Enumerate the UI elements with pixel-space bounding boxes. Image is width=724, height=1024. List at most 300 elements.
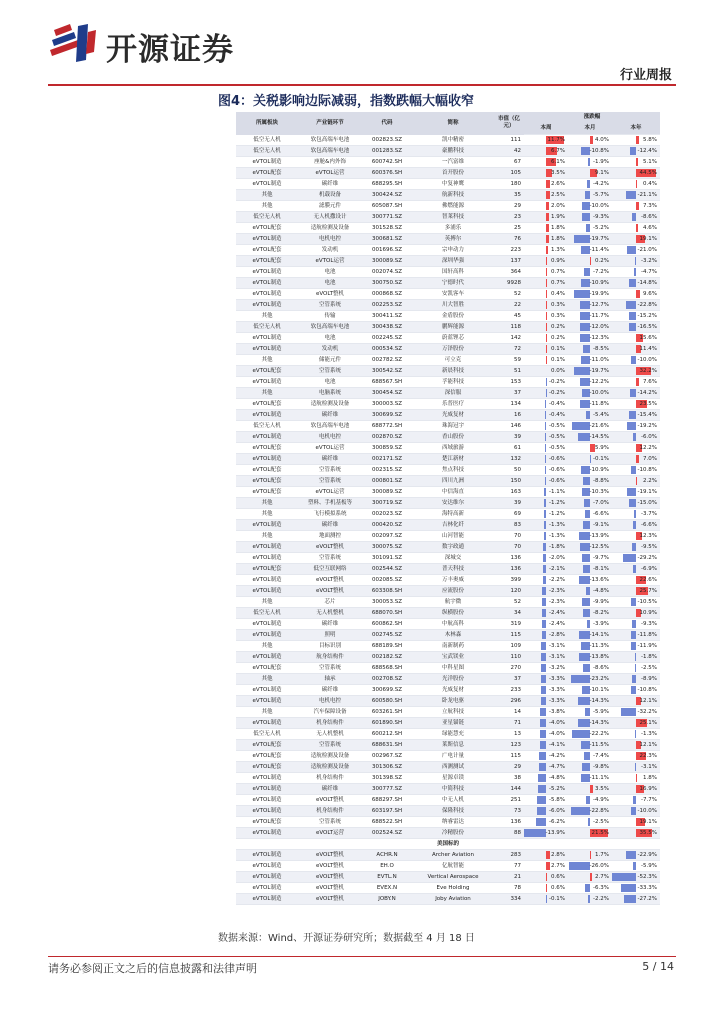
cell-mcap: 76	[494, 234, 524, 245]
cell-code: 688297.SH	[362, 795, 412, 806]
cell-name: 新晨科技	[412, 366, 494, 377]
cell-week-value: 0.7%	[551, 280, 565, 286]
cell-year	[612, 586, 660, 597]
cell-code: 002085.SZ	[362, 575, 412, 586]
cell-week-value: -0.5%	[549, 423, 565, 429]
cell-month	[568, 663, 612, 674]
cell-name: 安达维尔	[412, 498, 494, 509]
cell-week-value: -1.2%	[549, 511, 565, 517]
cell-code: JOBY.N	[362, 894, 412, 905]
cell-category: eVTOL制造	[236, 619, 298, 630]
cell-mcap: 38	[494, 773, 524, 784]
table-row	[236, 641, 660, 652]
cell-year-value: 7.6%	[643, 379, 657, 385]
cell-month	[568, 740, 612, 751]
cell-year-value: -6.0%	[641, 434, 657, 440]
cell-name: 光威复材	[412, 685, 494, 696]
cell-month	[568, 333, 612, 344]
cell-year-value: -14.2%	[637, 390, 657, 396]
cell-year	[612, 311, 660, 322]
cell-name: Eve Holding	[412, 883, 494, 894]
cell-year-value: -12.4%	[637, 148, 657, 154]
cell-year	[612, 652, 660, 663]
cell-name: 四川九洲	[412, 476, 494, 487]
cell-chain: 空管系统	[298, 817, 362, 828]
cell-name: 应流股份	[412, 586, 494, 597]
cell-category: eVTOL制造	[236, 861, 298, 872]
cell-month	[568, 729, 612, 740]
cell-code: 300003.SZ	[362, 399, 412, 410]
cell-chain: eVOLT整机	[298, 861, 362, 872]
cell-category: 低空无人机	[236, 608, 298, 619]
cell-year-value: 9.6%	[643, 291, 657, 297]
cell-code: EH.O	[362, 861, 412, 872]
cell-year	[612, 685, 660, 696]
cell-year	[612, 366, 660, 377]
cell-mcap: 25	[494, 223, 524, 234]
cell-name: 海特高新	[412, 509, 494, 520]
cell-month	[568, 630, 612, 641]
cell-week	[524, 432, 568, 443]
cell-month-value: -2.5%	[593, 819, 609, 825]
cell-code: 300089.SZ	[362, 256, 412, 267]
cell-year-value: -27.2%	[637, 896, 657, 902]
cell-code: 300053.SZ	[362, 597, 412, 608]
cell-week	[524, 465, 568, 476]
cell-category: eVTOL配套	[236, 245, 298, 256]
cell-year	[612, 333, 660, 344]
cell-year	[612, 201, 660, 212]
cell-week	[524, 597, 568, 608]
cell-week-value: 6.1%	[551, 159, 565, 165]
cell-chain: 空管系统	[298, 740, 362, 751]
table-row	[236, 190, 660, 201]
cell-month	[568, 828, 612, 839]
cell-category: eVTOL制造	[236, 179, 298, 190]
cell-name: 宁德时代	[412, 278, 494, 289]
page-number: 5 / 14	[642, 960, 674, 973]
cell-month-value: -9.1%	[593, 522, 609, 528]
cell-chain: 机载设备	[298, 190, 362, 201]
cell-week	[524, 784, 568, 795]
cell-week-value: -0.4%	[549, 401, 565, 407]
cell-name: 孚能科技	[412, 377, 494, 388]
cell-chain: 碳纤维	[298, 454, 362, 465]
cell-month	[568, 784, 612, 795]
cell-month-value: -2.2%	[593, 896, 609, 902]
cell-year-value: 11.4%	[639, 346, 657, 352]
cell-mcap: 110	[494, 652, 524, 663]
cell-month-value: 4.0%	[595, 137, 609, 143]
cell-code: 300075.SZ	[362, 542, 412, 553]
cell-week-value: 0.1%	[551, 346, 565, 352]
cell-category: 其他	[236, 707, 298, 718]
cell-week	[524, 608, 568, 619]
cell-name: 吉林化纤	[412, 520, 494, 531]
table-row	[236, 278, 660, 289]
cell-month-value: 9.1%	[595, 170, 609, 176]
cell-week-value: -0.4%	[549, 412, 565, 418]
cell-week-value: 0.0%	[551, 368, 565, 374]
cell-mcap: 78	[494, 883, 524, 894]
cell-week-value: 1.3%	[551, 247, 565, 253]
cell-year-value: 22.3%	[639, 753, 657, 759]
cell-chain: 碳纤维	[298, 179, 362, 190]
cell-category: 其他	[236, 498, 298, 509]
cell-month	[568, 432, 612, 443]
cell-month	[568, 553, 612, 564]
table-row	[236, 652, 660, 663]
cell-code: 300089.SZ	[362, 487, 412, 498]
cell-month-value: -4.2%	[593, 181, 609, 187]
cell-category: eVTOL制造	[236, 234, 298, 245]
cell-week	[524, 575, 568, 586]
cell-year	[612, 850, 660, 861]
cell-week-value: -3.1%	[549, 654, 565, 660]
cell-name: 亚星锚链	[412, 718, 494, 729]
cell-name: 星源卓镁	[412, 773, 494, 784]
cell-week	[524, 685, 568, 696]
cell-week-value: 2.7%	[551, 863, 565, 869]
cell-chain: 适航检测及设备	[298, 751, 362, 762]
cell-chain: 碳纤维	[298, 784, 362, 795]
cell-chain: 滤膜元件	[298, 201, 362, 212]
cell-mcap: 88	[494, 828, 524, 839]
cell-category: 其他	[236, 531, 298, 542]
cell-week-value: -5.2%	[549, 786, 565, 792]
cell-year-value: 12.1%	[639, 742, 657, 748]
table-row	[236, 762, 660, 773]
stock-performance-table	[236, 112, 660, 905]
cell-name: 安凯客车	[412, 289, 494, 300]
cell-mcap: 115	[494, 630, 524, 641]
cell-week	[524, 674, 568, 685]
cell-name: 莱斯信息	[412, 740, 494, 751]
cell-category: eVTOL配套	[236, 476, 298, 487]
cell-chain: eVOLT整机	[298, 850, 362, 861]
cell-week	[524, 696, 568, 707]
cell-name: 纳睿雷达	[412, 817, 494, 828]
cell-month	[568, 388, 612, 399]
cell-mcap: 70	[494, 531, 524, 542]
cell-year-value: 12.2%	[639, 445, 657, 451]
cell-week	[524, 168, 568, 179]
cell-month-value: -5.9%	[593, 709, 609, 715]
cell-name: 深信服	[412, 388, 494, 399]
cell-mcap: 45	[494, 311, 524, 322]
cell-month-value: -6.3%	[593, 885, 609, 891]
cell-category: eVTOL制造	[236, 883, 298, 894]
cell-code: 300699.SZ	[362, 685, 412, 696]
cell-year	[612, 443, 660, 454]
cell-category: eVTOL制造	[236, 652, 298, 663]
cell-name: 航宇微	[412, 597, 494, 608]
table-row	[236, 740, 660, 751]
cell-week-value: -2.2%	[549, 577, 565, 583]
cell-year	[612, 696, 660, 707]
cell-year	[612, 245, 660, 256]
cell-mcap: 77	[494, 861, 524, 872]
cell-mcap: 73	[494, 806, 524, 817]
cell-year-value: 25.7%	[639, 588, 657, 594]
cell-category: 低空无人机	[236, 135, 298, 146]
cell-chain: eVTOL运营	[298, 487, 362, 498]
cell-month-value: -10.0%	[589, 390, 609, 396]
cell-category: eVTOL制造	[236, 696, 298, 707]
table-row	[236, 388, 660, 399]
cell-month	[568, 509, 612, 520]
cell-name: 宗申动力	[412, 245, 494, 256]
cell-week	[524, 729, 568, 740]
cell-week	[524, 641, 568, 652]
cell-year-value: -15.2%	[637, 313, 657, 319]
cell-year-value: -52.3%	[637, 874, 657, 880]
cell-month	[568, 421, 612, 432]
cell-category: eVTOL制造	[236, 289, 298, 300]
cell-week	[524, 410, 568, 421]
table-row	[236, 894, 660, 905]
cell-month-value: -13.6%	[589, 577, 609, 583]
cell-week	[524, 630, 568, 641]
cell-mcap: 136	[494, 553, 524, 564]
cell-code: 002023.SZ	[362, 509, 412, 520]
cell-year-value: -11.9%	[637, 643, 657, 649]
cell-month-value: -9.9%	[593, 599, 609, 605]
table-row	[236, 355, 660, 366]
cell-week	[524, 663, 568, 674]
cell-week-value: -4.0%	[549, 720, 565, 726]
cell-year-value: -2.5%	[641, 665, 657, 671]
cell-month	[568, 476, 612, 487]
cell-year	[612, 597, 660, 608]
cell-year	[612, 520, 660, 531]
cell-code: 300719.SZ	[362, 498, 412, 509]
cell-name: 光洋股份	[412, 674, 494, 685]
cell-week	[524, 542, 568, 553]
cell-week	[524, 399, 568, 410]
cell-year-value: -1.8%	[641, 654, 657, 660]
cell-week-value: -6.0%	[549, 808, 565, 814]
cell-name: 普天科技	[412, 564, 494, 575]
cell-month	[568, 685, 612, 696]
cell-year	[612, 740, 660, 751]
cell-month	[568, 223, 612, 234]
table-row	[236, 784, 660, 795]
table-row	[236, 509, 660, 520]
cell-code: 002097.SZ	[362, 531, 412, 542]
table-row	[236, 267, 660, 278]
cell-week	[524, 531, 568, 542]
cell-week-value: 2.0%	[551, 203, 565, 209]
table-row	[236, 663, 660, 674]
cell-category: eVTOL制造	[236, 773, 298, 784]
cell-month-value: 1.7%	[595, 852, 609, 858]
cell-chain: eVOLT整机	[298, 542, 362, 553]
cell-mcap: 283	[494, 850, 524, 861]
cell-week	[524, 740, 568, 751]
cell-chain: 碳纤维	[298, 685, 362, 696]
cell-name: 中航高科	[412, 619, 494, 630]
cell-year	[612, 234, 660, 245]
cell-name: 中信海直	[412, 487, 494, 498]
cell-year	[612, 344, 660, 355]
cell-code: 601890.SH	[362, 718, 412, 729]
cell-year-value: -15.0%	[637, 500, 657, 506]
cell-week	[524, 157, 568, 168]
cell-month-value: -4.8%	[593, 588, 609, 594]
cell-code: 002182.SZ	[362, 652, 412, 663]
cell-name: 山河智能	[412, 531, 494, 542]
cell-month	[568, 894, 612, 905]
cell-mcap: 144	[494, 784, 524, 795]
cell-category: 其他	[236, 190, 298, 201]
cell-mcap: 51	[494, 366, 524, 377]
cell-month-value: 21.5%	[591, 830, 609, 836]
cell-week-value: 0.3%	[551, 313, 565, 319]
cell-category: eVTOL配套	[236, 762, 298, 773]
cell-month	[568, 674, 612, 685]
cell-month	[568, 366, 612, 377]
cell-year	[612, 498, 660, 509]
cell-year	[612, 817, 660, 828]
cell-category: eVTOL制造	[236, 894, 298, 905]
cell-category: eVTOL制造	[236, 432, 298, 443]
cell-month	[568, 652, 612, 663]
cell-week-value: 0.4%	[551, 291, 565, 297]
cell-name: 多浦乐	[412, 223, 494, 234]
cell-chain: 轴承	[298, 674, 362, 685]
table-row	[236, 817, 660, 828]
cell-week	[524, 476, 568, 487]
cell-year-value: -14.8%	[637, 280, 657, 286]
cell-mcap: 22	[494, 300, 524, 311]
table-body	[236, 135, 660, 905]
table-row	[236, 685, 660, 696]
cell-code: 002524.SZ	[362, 828, 412, 839]
cell-category: eVTOL配套	[236, 751, 298, 762]
cell-year-value: 12.3%	[639, 533, 657, 539]
cell-mcap: 14	[494, 707, 524, 718]
col-header-code: 代码	[362, 112, 412, 135]
cell-week	[524, 333, 568, 344]
cell-category: eVTOL配套	[236, 663, 298, 674]
cell-year	[612, 454, 660, 465]
cell-mcap: 118	[494, 322, 524, 333]
table-row	[236, 245, 660, 256]
cell-year	[612, 377, 660, 388]
cell-name: 蔚蓝锂芯	[412, 333, 494, 344]
cell-week-value: -3.8%	[549, 709, 565, 715]
cell-year	[612, 322, 660, 333]
cell-name: 宝武镁业	[412, 652, 494, 663]
cell-mcap: 146	[494, 421, 524, 432]
table-row	[236, 861, 660, 872]
cell-code: 300777.SZ	[362, 784, 412, 795]
cell-chain: 无人机撒设计	[298, 212, 362, 223]
cell-code: 301398.SZ	[362, 773, 412, 784]
cell-month	[568, 234, 612, 245]
cell-name: 木林森	[412, 630, 494, 641]
cell-month	[568, 311, 612, 322]
cell-name: 中复神鹰	[412, 179, 494, 190]
cell-month	[568, 608, 612, 619]
cell-month-value: -12.7%	[589, 302, 609, 308]
cell-week-value: -3.3%	[549, 698, 565, 704]
table-row	[236, 619, 660, 630]
cell-code: 000801.SZ	[362, 476, 412, 487]
cell-week-value: -4.7%	[549, 764, 565, 770]
cell-month	[568, 344, 612, 355]
cell-year-value: 4.6%	[643, 225, 657, 231]
figure-title: 图4：关税影响边际减弱，指数跌幅大幅收窄	[218, 94, 475, 109]
cell-month-value: -4.9%	[593, 797, 609, 803]
cell-code: ACHR.N	[362, 850, 412, 861]
cell-week-value: 0.3%	[551, 302, 565, 308]
cell-year	[612, 432, 660, 443]
cell-code: 300454.SZ	[362, 388, 412, 399]
cell-name: 一汽富维	[412, 157, 494, 168]
cell-code: 688631.SH	[362, 740, 412, 751]
cell-year-value: -8.6%	[641, 214, 657, 220]
cell-mcap: 134	[494, 399, 524, 410]
cell-mcap: 52	[494, 289, 524, 300]
cell-year-value: -16.5%	[637, 324, 657, 330]
cell-month	[568, 245, 612, 256]
cell-week	[524, 322, 568, 333]
cell-code: 603308.SH	[362, 586, 412, 597]
cell-year	[612, 663, 660, 674]
table-row	[236, 256, 660, 267]
cell-year-value: 12.1%	[639, 698, 657, 704]
col-header-week: 本周	[524, 123, 568, 135]
table-row	[236, 806, 660, 817]
cell-year	[612, 388, 660, 399]
table-row	[236, 872, 660, 883]
cell-month-value: -11.8%	[589, 401, 609, 407]
cell-chain: 软包高端车电池	[298, 322, 362, 333]
cell-year-value: -10.0%	[637, 808, 657, 814]
cell-year-value: 35.5%	[639, 830, 657, 836]
cell-week-value: -13.9%	[545, 830, 565, 836]
cell-year	[612, 465, 660, 476]
cell-week-value: 2.6%	[551, 181, 565, 187]
cell-code: 300699.SZ	[362, 410, 412, 421]
cell-chain: 电机电控	[298, 696, 362, 707]
cell-mcap: 150	[494, 476, 524, 487]
cell-mcap: 180	[494, 179, 524, 190]
cell-code: 688295.SH	[362, 179, 412, 190]
cell-week	[524, 135, 568, 146]
cell-year	[612, 531, 660, 542]
cell-year	[612, 608, 660, 619]
cell-category: eVTOL制造	[236, 300, 298, 311]
cell-mcap: 399	[494, 575, 524, 586]
cell-mcap: 29	[494, 762, 524, 773]
cell-code: 300771.SZ	[362, 212, 412, 223]
cell-category: eVTOL制造	[236, 828, 298, 839]
cell-month	[568, 146, 612, 157]
cell-chain: 塑料、手机基板等	[298, 498, 362, 509]
cell-year	[612, 762, 660, 773]
cell-name: 航新科技	[412, 190, 494, 201]
cell-mcap: 136	[494, 564, 524, 575]
cell-week	[524, 883, 568, 894]
cell-month	[568, 443, 612, 454]
cell-code: 002967.SZ	[362, 751, 412, 762]
cell-code: 603197.SH	[362, 806, 412, 817]
cell-code: 301528.SZ	[362, 223, 412, 234]
cell-name: 保隆科技	[412, 806, 494, 817]
